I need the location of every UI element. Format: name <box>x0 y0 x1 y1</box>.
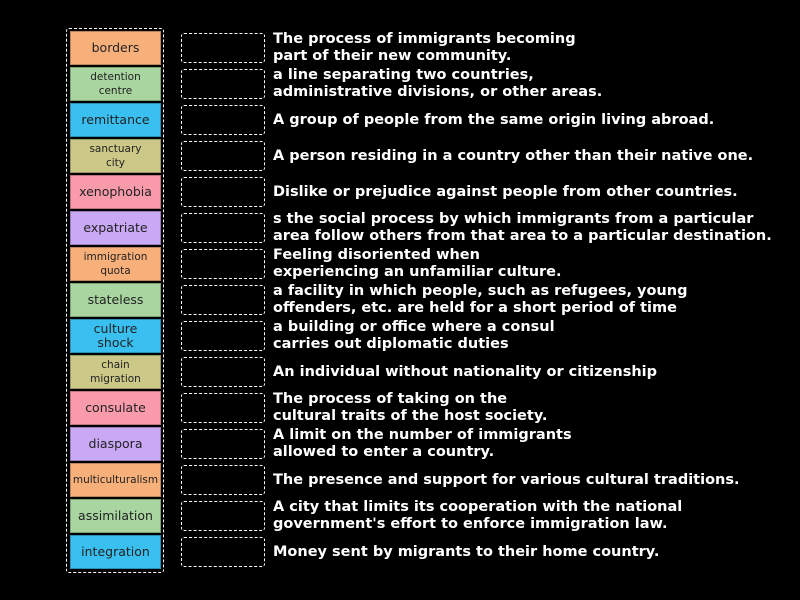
term-tile[interactable]: consulate <box>70 391 161 425</box>
definition-text: The process of immigrants becoming part of their new community. <box>273 31 576 64</box>
answer-dropzone[interactable] <box>181 537 265 567</box>
definition-text: The process of taking on the cultural traits of the host society. <box>273 391 548 424</box>
definition-text: The presence and support for various cultural traditions. <box>273 471 740 488</box>
answer-dropzone[interactable] <box>181 177 265 207</box>
answer-dropzone[interactable] <box>181 69 265 99</box>
term-tile[interactable]: sanctuary city <box>70 139 161 173</box>
definition-text: Feeling disoriented when experiencing an unfamiliar culture. <box>273 247 562 280</box>
definition-text: a facility in which people, such as refugees, young offenders, etc. are held for a short period of time <box>273 283 688 316</box>
answer-dropzone[interactable] <box>181 213 265 243</box>
definition-text: A limit on the number of immigrants allowed to enter a country. <box>273 427 572 460</box>
definition-text: A city that limits its cooperation with the national government's effort to enforce immigration law. <box>273 499 683 532</box>
definition-text: Dislike or prejudice against people from other countries. <box>273 183 738 200</box>
term-tile[interactable]: diaspora <box>70 427 161 461</box>
answer-dropzone[interactable] <box>181 465 265 495</box>
answer-dropzone[interactable] <box>181 321 265 351</box>
term-tile[interactable]: assimilation <box>70 499 161 533</box>
definition-text: s the social process by which immigrants from a particular area follow others from that area to a particular destination. <box>273 211 772 244</box>
term-tile[interactable]: immigration quota <box>70 247 161 281</box>
answer-dropzone[interactable] <box>181 429 265 459</box>
answer-dropzone[interactable] <box>181 393 265 423</box>
term-tile[interactable]: stateless <box>70 283 161 317</box>
definition-text: a line separating two countries, administrative divisions, or other areas. <box>273 67 603 100</box>
term-tile[interactable]: xenophobia <box>70 175 161 209</box>
definition-text: Money sent by migrants to their home country. <box>273 543 660 560</box>
definition-text: A person residing in a country other than their native one. <box>273 147 754 164</box>
term-tile[interactable]: borders <box>70 31 161 65</box>
answer-dropzone[interactable] <box>181 501 265 531</box>
term-tile[interactable]: integration <box>70 535 161 569</box>
answer-dropzone[interactable] <box>181 249 265 279</box>
term-tile[interactable]: remittance <box>70 103 161 137</box>
definition-text: a building or office where a consul carries out diplomatic duties <box>273 319 555 352</box>
answer-dropzone[interactable] <box>181 285 265 315</box>
answer-dropzone[interactable] <box>181 141 265 171</box>
term-tile[interactable]: detention centre <box>70 67 161 101</box>
answer-dropzone[interactable] <box>181 33 265 63</box>
answer-dropzone[interactable] <box>181 357 265 387</box>
answer-dropzone[interactable] <box>181 105 265 135</box>
term-tile[interactable]: chain migration <box>70 355 161 389</box>
definition-text: A group of people from the same origin living abroad. <box>273 111 715 128</box>
term-tile[interactable]: culture shock <box>70 319 161 353</box>
term-tile[interactable]: multiculturalism <box>70 463 161 497</box>
definition-text: An individual without nationality or citizenship <box>273 363 658 380</box>
term-tile[interactable]: expatriate <box>70 211 161 245</box>
